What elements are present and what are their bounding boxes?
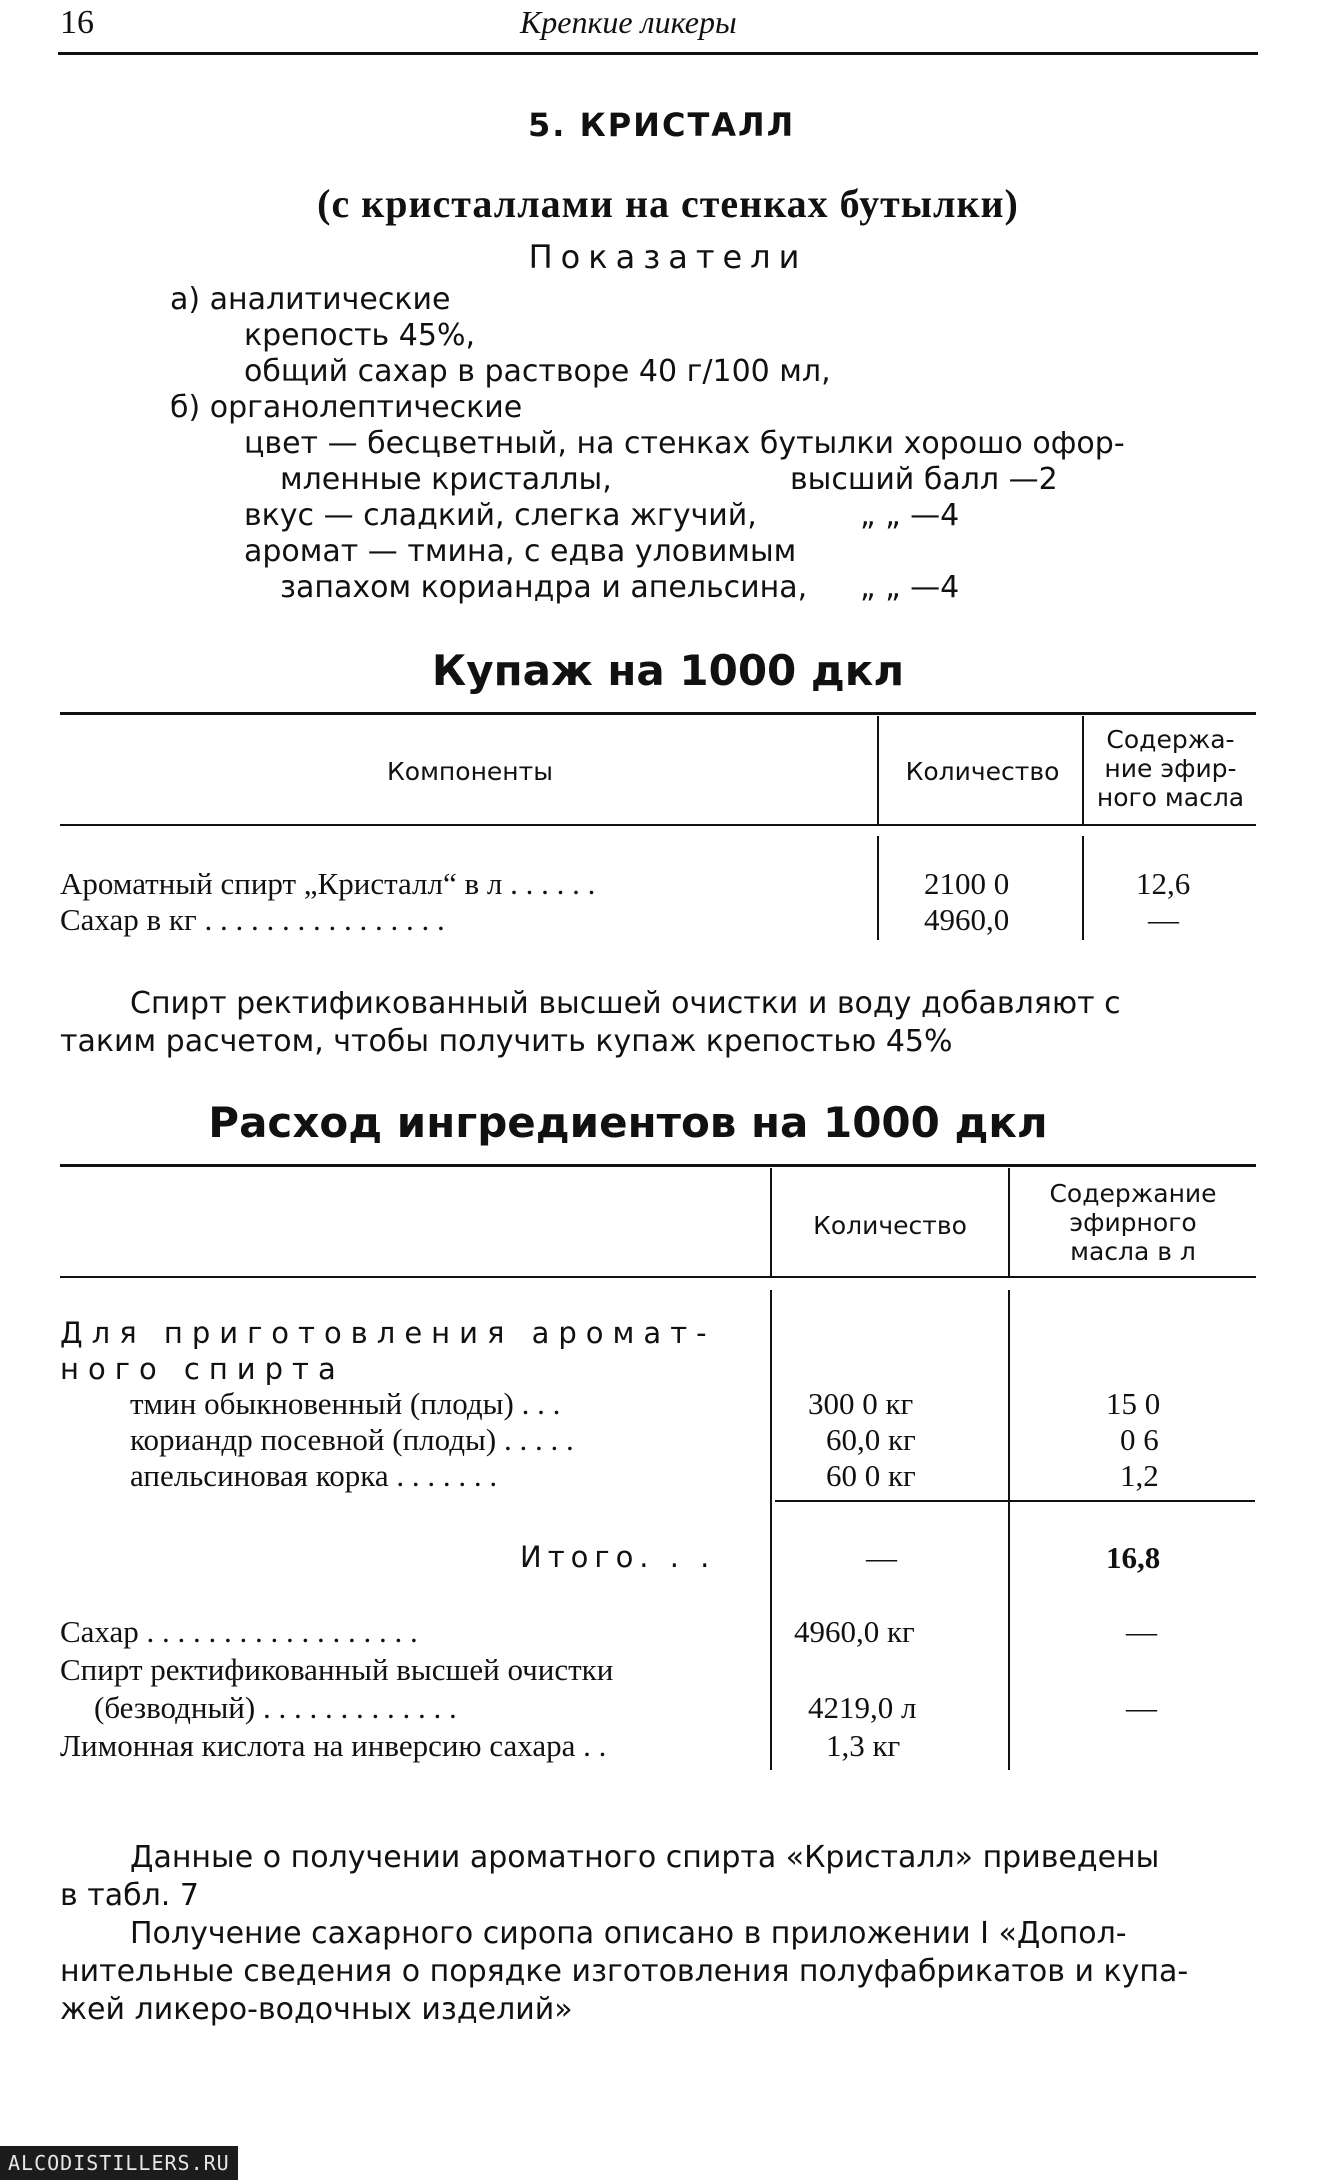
kupazh-heading: Купаж на 1000 дкл	[431, 646, 905, 695]
table-row-oil: 12,6	[1136, 866, 1191, 901]
indicator-line: мленные кристаллы,	[280, 462, 612, 497]
table-row-qty: 60,0 кг	[826, 1422, 916, 1457]
table-row-qty: 300 0 кг	[808, 1386, 914, 1421]
note-line: таким расчетом, чтобы получить купаж крепостью 45%	[60, 1024, 953, 1059]
consumption-heading: Расход ингредиентов на 1000 дкл	[208, 1098, 1048, 1147]
indicator-line: цвет — бесцветный, на стенках бутылки хорошо офор-	[244, 426, 1125, 461]
header-text: Содержа- ние эфир- ного масла	[1096, 725, 1245, 812]
table-rule	[60, 1276, 1256, 1278]
watermark: ALCODISTILLERS.RU	[0, 2146, 238, 2180]
note-line: жей ликеро-водочных изделий»	[60, 1992, 573, 2027]
page-number: 16	[60, 4, 94, 41]
section-title: 5. КРИСТАЛЛ	[528, 106, 796, 144]
table-row-qty: 60 0 кг	[826, 1458, 916, 1493]
table-row-name: тмин обыкновенный (плоды) . . .	[130, 1386, 561, 1421]
table-row-name: Спирт ректификованный высшей очистки	[60, 1652, 614, 1687]
indicators-heading: Показатели	[528, 238, 808, 276]
column-header: Количество	[813, 1211, 967, 1240]
total-oil: 16,8	[1106, 1540, 1161, 1575]
total-qty: —	[866, 1540, 897, 1575]
group-title: Для приготовления аромат-	[60, 1316, 716, 1350]
table-row-qty: 4960,0	[924, 902, 1010, 937]
running-title: Крепкие ликеры	[520, 4, 737, 40]
note-line: нительные сведения о порядке изготовления полуфабрикатов и купа-	[60, 1954, 1189, 1989]
table-rule	[60, 824, 1256, 826]
table-rule	[60, 712, 1256, 715]
column-header: Количество	[905, 757, 1060, 786]
indicator-line: крепость 45%,	[244, 318, 475, 353]
indicator-score: высший балл —2	[790, 462, 1058, 497]
note-line: Спирт ректификованный высшей очистки и воду добавляют с	[130, 986, 1121, 1021]
table-row-name: Сахар в кг . . . . . . . . . . . . . . . .	[60, 902, 445, 937]
column-header	[1010, 1180, 1256, 1266]
column-header	[1085, 726, 1256, 812]
indicator-line: а) аналитические	[170, 282, 451, 317]
header-rule	[58, 52, 1258, 55]
column-divider	[1082, 716, 1084, 826]
table-row-qty: 2100 0	[924, 866, 1010, 901]
table-row-name: Сахар . . . . . . . . . . . . . . . . . .	[60, 1614, 418, 1649]
table-row-name: Лимонная кислота на инверсию сахара . .	[60, 1728, 607, 1763]
indicator-score: „ „ —4	[860, 498, 960, 533]
indicator-line: аромат — тмина, с едва уловимым	[244, 534, 797, 569]
group-title: ного спирта	[60, 1352, 345, 1386]
table-row-oil: 15 0	[1106, 1386, 1161, 1421]
column-divider	[770, 1168, 772, 1278]
table-row-qty: 1,3 кг	[826, 1728, 901, 1763]
column-divider	[1082, 836, 1084, 940]
indicator-line: б) органолептические	[170, 390, 523, 425]
table-row-oil: —	[1126, 1690, 1157, 1725]
header-text: Содержание эфирного масла в л	[1049, 1179, 1217, 1266]
table-row-name: Ароматный спирт „Кристалл“ в л . . . . . .	[60, 866, 596, 901]
table-row-oil: 0 6	[1120, 1422, 1159, 1457]
table-rule	[775, 1500, 1255, 1502]
column-divider	[877, 716, 879, 826]
indicator-line: общий сахар в растворе 40 г/100 мл,	[244, 354, 831, 389]
table-row-oil: —	[1126, 1614, 1157, 1649]
table-rule	[60, 1164, 1256, 1167]
note-line: Данные о получении ароматного спирта «Кристалл» приведены	[130, 1840, 1160, 1875]
column-divider	[770, 1290, 772, 1770]
note-line: Получение сахарного сиропа описано в приложении I «Допол-	[130, 1916, 1127, 1951]
section-subtitle: (с кристаллами на стенках бутылки)	[317, 181, 1019, 226]
table-row-oil: 1,2	[1120, 1458, 1159, 1493]
table-row-name: (безводный) . . . . . . . . . . . . .	[94, 1690, 457, 1725]
indicator-line: запахом кориандра и апельсина,	[280, 570, 808, 605]
column-divider	[877, 836, 879, 940]
table-row-oil: —	[1148, 902, 1179, 937]
indicator-line: вкус — сладкий, слегка жгучий,	[244, 498, 757, 533]
table-row-qty: 4960,0 кг	[794, 1614, 915, 1649]
table-row-name: кориандр посевной (плоды) . . . . .	[130, 1422, 574, 1457]
table-row-qty: 4219,0 л	[808, 1690, 917, 1725]
note-line: в табл. 7	[60, 1878, 199, 1913]
column-header: Компоненты	[387, 757, 553, 786]
column-divider	[1008, 1290, 1010, 1770]
indicator-score: „ „ —4	[860, 570, 960, 605]
column-divider	[1008, 1168, 1010, 1278]
table-row-name: апельсиновая корка . . . . . . .	[130, 1458, 498, 1493]
total-label: Итого. . .	[520, 1540, 716, 1574]
